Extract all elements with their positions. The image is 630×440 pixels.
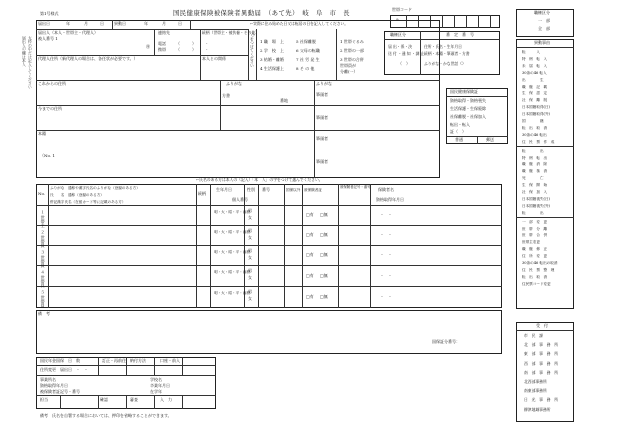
sex-male[interactable]: 男 — [248, 208, 252, 213]
sidebar-reason-item[interactable]: 転 出 — [522, 210, 544, 215]
record-code-number: 9 — [396, 17, 399, 22]
sidebar-reason-item[interactable]: 特 例 転 出 — [522, 155, 548, 160]
check-no[interactable]: □無 — [320, 212, 328, 217]
insurance-card-footer-2: 郵送 — [486, 137, 494, 142]
relation-label: 本人との関係 — [202, 56, 226, 61]
check-yes-4[interactable]: □有 — [306, 273, 314, 278]
sex-male-5[interactable]: 男 — [248, 289, 252, 294]
sidebar-reason-item[interactable]: 職 権 修 正 — [522, 247, 548, 252]
reason-item-5[interactable]: 5 社保離脱 — [296, 39, 316, 44]
furigana-label: ふりがな — [226, 81, 242, 86]
household-head-label: 筆頭者 — [316, 92, 328, 97]
row-label-5: ５ 世帯員 — [40, 290, 46, 308]
sidebar-receipt-item[interactable]: 南 部 事 務 所 — [524, 369, 559, 375]
table-note: ←氏名のある方は本人の（記入）「本 人」の字をつけて選んでください。 — [196, 177, 323, 182]
furigana-label-2: ふりがな — [316, 81, 332, 86]
new-address-label: これからの住所 — [38, 81, 66, 86]
bottom-school: 学校名 — [150, 377, 162, 382]
sidebar-top-2[interactable]: 全 部 — [538, 26, 550, 31]
bottom-footer-2: 確認 — [100, 397, 108, 402]
month-label-2: 月 — [162, 21, 166, 26]
sex-female-2[interactable]: 女 — [248, 235, 252, 240]
col-sex: 性別 — [247, 187, 255, 192]
seal-mark: ㊞ — [146, 44, 150, 49]
insurance-card-footer-1: 普通 — [455, 137, 463, 142]
remarks-label: 備 考 — [38, 311, 50, 316]
scope-item-4[interactable]: 世帯員が — [340, 63, 356, 68]
sidebar-reason-item[interactable]: 日本国籍喪失(日) — [522, 196, 550, 201]
col-kanji: 併記漢字氏名（在留カード等に記載のある方） — [50, 200, 126, 204]
bottom-header-4: 口座・前入 — [160, 358, 180, 363]
sidebar-reason-item[interactable]: 日本国籍取得(日) — [522, 105, 550, 110]
sidebar-reason-item[interactable]: 住 民 票 整 理 — [522, 267, 555, 272]
era-options-5[interactable]: 明・大・昭・平・西暦 — [214, 291, 250, 295]
sidebar-receipt-item[interactable]: 柳津地域事務所 — [524, 406, 551, 412]
era-options-4[interactable]: 明・大・昭・平・西暦 — [214, 270, 250, 274]
sidebar-receipt-item[interactable]: 西 部 事 務 所 — [524, 360, 559, 366]
phone-label: 電話 — [158, 41, 166, 46]
day-label: 日 — [100, 21, 104, 26]
check-no-4[interactable]: □無 — [320, 273, 328, 278]
sidebar-reason-item[interactable]: 世 帯 分 離 — [522, 226, 548, 231]
footer-note: 備考 氏名を自署する場合においては、押印を省略することができます。 — [40, 413, 172, 418]
sidebar-reason-item[interactable]: 30条の46 転出 — [522, 132, 547, 137]
sidebar-reason-item[interactable]: 転 入 — [522, 50, 540, 54]
date-dots-4: ・ ・ — [380, 273, 392, 278]
submit-date-label: 届出日 — [38, 21, 50, 26]
official-row-5: ふりがな・かな世話（） — [424, 61, 466, 66]
remarks-sign: 国保証分番号： — [432, 339, 460, 344]
scope-item-2[interactable]: 2 世帯の一部 — [340, 48, 364, 53]
insurance-card-row-2: 生活保護・生保廃除 — [450, 106, 486, 111]
insurance-card-row-4: 転出・転入 — [450, 122, 470, 127]
sidebar-top-title: 職権区分 — [534, 10, 550, 15]
official-row-1b: 送 付 ・通 知 ・調 止 — [388, 51, 425, 56]
date-note: ←実際に住み始めた日又は転居の日を記入してください。 — [250, 21, 349, 26]
reason-item-1[interactable]: 1 職 場 上 — [260, 39, 284, 44]
sidebar-receipt-item[interactable]: 北 部 事 務 所 — [524, 342, 559, 348]
col-insurer-id: 被保険者記号・番号 — [340, 185, 371, 189]
check-yes[interactable]: □有 — [306, 212, 314, 217]
sidebar-reason-item[interactable]: 日本国籍取得(外) — [522, 112, 550, 117]
record-code-label: 世帯コード — [392, 7, 412, 12]
applicant-name-label: 届出人（本人・世帯主・代理人） — [38, 30, 98, 35]
sidebar-reason-item[interactable]: 日本国籍喪失(外) — [522, 203, 550, 208]
household-head-label-2: 筆頭者 — [316, 115, 328, 120]
current-address-label: 今までの住所 — [38, 106, 62, 111]
honseki-label: 本籍 — [38, 131, 46, 136]
household-head-label-4: 筆頭者 — [316, 159, 328, 164]
reason-item-7[interactable]: 7 社 労 発 生 — [296, 57, 320, 62]
official-row-3: 住所・氏名・生年月日 — [424, 44, 462, 49]
era-options[interactable]: 明・大・昭・平・西暦 — [214, 210, 250, 214]
official-header-left: 職権区分 — [390, 32, 406, 37]
date-dots-2: ・ ・ — [380, 232, 392, 237]
household-head-label-3: 筆頭者 — [316, 136, 328, 141]
bottom-footer-4: 入 力 — [160, 397, 172, 402]
col-birthdate: 生年月日 — [216, 187, 232, 192]
date-dots-3: ・ ・ — [380, 252, 392, 257]
check-yes-3[interactable]: □有 — [306, 252, 314, 257]
mobile-label: 携帯 — [158, 47, 166, 52]
proxy-label: 代理人住所（新代理人の場合は、各任状が必要です。） — [38, 56, 138, 61]
era-options-2[interactable]: 明・大・昭・平・西暦 — [214, 230, 250, 234]
scope-item-3[interactable]: 3 世帯の合併 — [340, 57, 364, 62]
sidebar-receipt-item[interactable]: 市 民 課 — [524, 333, 543, 338]
official-row-2: （ ） — [398, 61, 410, 66]
insurance-card-row-5: 証（ ） — [450, 129, 466, 134]
col-individual: 個人番号 — [232, 197, 248, 202]
sidebar-receipt-item[interactable]: 北西部事務所 — [524, 379, 547, 384]
bottom-header-2: 訂正・再前住 — [102, 358, 126, 363]
bottom-header-3: 納付方法 — [130, 358, 146, 363]
side-note-left: 太枠の中だけ記入してください — [28, 36, 34, 90]
insurance-card-row-3: 社保離脱・社保加入 — [450, 114, 486, 119]
col-insurance-check: 被保険者証 — [304, 188, 322, 192]
scope-item-1[interactable]: 1 世帯ぐるみ — [340, 39, 364, 44]
sex-female[interactable]: 女 — [248, 215, 252, 220]
col-relation: 続柄 — [198, 191, 206, 196]
area-suffix: 番地 — [280, 98, 288, 103]
sidebar-reason-title: 異動事由 — [534, 40, 550, 45]
sex-female-3[interactable]: 女 — [248, 255, 252, 260]
contact-label: 連絡先 — [158, 30, 170, 35]
relation-header: 続柄（世帯主・被扶養・その他） — [202, 30, 259, 35]
page-title: 国民健康保険被保険者異動届 （あて先） 岐 阜 市 長 — [173, 9, 350, 17]
sub-number: （No. 1 — [40, 153, 55, 158]
sidebar-reason-item[interactable]: 職 権 記 載 — [522, 84, 548, 89]
official-header-right: 番 定 番 号 — [446, 32, 474, 37]
sidebar-reason-item[interactable]: 30条の46 転入 — [522, 70, 547, 75]
col-furigana: ふりがな 通称や漢字氏名のふりがな（登録のある方） — [50, 186, 140, 190]
sidebar-reason-item[interactable]: 死 亡 — [522, 176, 544, 181]
official-row-4: 続柄・本籍・筆頭者・方書 — [424, 51, 470, 56]
year-label-2: 年 — [144, 21, 148, 26]
check-yes-5[interactable]: □有 — [306, 294, 314, 299]
check-no-2[interactable]: □無 — [320, 232, 328, 237]
check-yes-2[interactable]: □有 — [306, 232, 314, 237]
applicant-name-sub: 被人番号 1 — [38, 36, 58, 41]
sidebar-reason-item[interactable]: 世帯主変更 — [522, 240, 540, 245]
sidebar-reason-item[interactable]: 国 籍 — [522, 119, 544, 123]
row-label-3: ３ 世帯員 — [40, 250, 46, 268]
row-label-4: ４ 世帯員 — [40, 270, 46, 288]
col-number: 番号 — [262, 187, 270, 192]
sidebar-reason-item[interactable]: 住 民 票 作 成 — [522, 139, 555, 144]
month-label: 月 — [84, 21, 88, 26]
col-no: No. — [38, 191, 46, 196]
bottom-row-3b: 資格取得年月日 — [40, 383, 68, 388]
bottom-row-3: 事業所名 — [40, 377, 56, 382]
bottom-row-3c: 被保険者証記号・番号 — [40, 389, 80, 394]
insurance-card-row-1: 資格取得・資格喪失 — [450, 98, 486, 103]
sidebar-reason-item[interactable]: 生 保 開 始 — [522, 183, 548, 188]
sidebar-reason-item[interactable]: 世 帯 合 併 — [522, 233, 548, 238]
sidebar-reason-item[interactable]: 一 部 変 更 — [522, 219, 548, 224]
sidebar-reason-item[interactable]: 社 保 加 入 — [522, 190, 548, 194]
sidebar-reason-item[interactable]: 特 例 転 入 — [522, 56, 548, 61]
sex-female-5[interactable]: 女 — [248, 296, 252, 301]
bottom-footer-3: 審査 — [130, 397, 138, 402]
sidebar-reason-item[interactable]: 生 保 認 定 — [522, 91, 548, 96]
date-dots-5: ・ ・ — [380, 294, 392, 299]
sex-male-3[interactable]: 男 — [248, 248, 252, 253]
bottom-year: 在学年 — [150, 389, 162, 394]
col-other-insurance: 国保以外 — [286, 188, 301, 192]
mobile-field[interactable]: （ ） - — [176, 47, 208, 52]
era-options-3[interactable]: 明・大・昭・平・西暦 — [214, 250, 250, 254]
scope-item-5[interactable]: 分離(一） — [340, 69, 358, 74]
phone-field[interactable]: （ ） - — [176, 41, 208, 46]
year-label: 年 — [66, 21, 70, 26]
sidebar-receipt-item[interactable]: 東 部 事 務 所 — [524, 351, 559, 357]
sidebar-reason-item[interactable]: 未 届 転 入 — [522, 63, 548, 68]
sidebar-receipt-item[interactable]: 南東部事務所 — [524, 388, 547, 394]
reason-item-3[interactable]: 3 結婚・離婚 — [260, 57, 284, 62]
change-date-label: 異動日 — [114, 21, 126, 26]
form-number: 第1号様式 — [40, 11, 59, 16]
sidebar-receipt-item[interactable]: 日 光 事 務 所 — [524, 397, 559, 403]
area-label: 方書 — [222, 93, 230, 98]
sex-male-2[interactable]: 男 — [248, 228, 252, 233]
sidebar-reason-item[interactable]: 転 出 — [522, 148, 544, 153]
reason-item-4[interactable]: 4 生活保護上 — [260, 66, 284, 71]
col-insurer-name: 保険者名 — [378, 187, 394, 192]
check-no-5[interactable]: □無 — [320, 294, 328, 299]
day-label-2: 日 — [178, 21, 182, 26]
sidebar-top-1[interactable]: 一 部 — [538, 18, 550, 23]
applicant-section — [36, 17, 440, 178]
side-note-left-2: 届出人の欄は本人 — [22, 36, 28, 67]
sidebar-reason-item[interactable]: 30条の46 転出の取消 — [522, 261, 558, 265]
bottom-row-2: 住所変更 届出日 ・ ・ — [40, 367, 88, 372]
sidebar-reason-item[interactable]: 出 生 — [522, 77, 544, 82]
sidebar-reason-item[interactable]: 職 権 抹 消 — [522, 169, 548, 174]
sex-male-4[interactable]: 男 — [248, 268, 252, 273]
reason-item-8[interactable]: 8 そ の 他 — [296, 66, 315, 71]
reason-header: ○をつけてください — [250, 32, 256, 68]
row-label-2: ２ 世帯員 — [40, 230, 46, 248]
date-dots: ・ ・ — [380, 212, 392, 217]
sidebar-reason-item[interactable]: 転 出 取 消 — [522, 274, 548, 279]
bottom-header-1: 国民年金国保 日 数 — [40, 358, 80, 363]
reason-item-6[interactable]: 6 父母の転職 — [296, 48, 320, 53]
reason-item-2[interactable]: 2 学 校 上 — [260, 48, 284, 53]
check-no-3[interactable]: □無 — [320, 252, 328, 257]
col-acquire-date: 資格取得年月日 — [376, 197, 404, 202]
sidebar-reason-item[interactable]: 職 権 消 除 — [522, 162, 548, 167]
col-name: 氏 名 通称（登録のある方） — [50, 193, 104, 197]
sidebar-reason-item[interactable]: 住民票コード変更 — [522, 281, 551, 286]
sidebar-receipt-title: 受 付 — [536, 323, 548, 328]
insurance-card-title: 国民健康保険証 — [450, 89, 478, 94]
sex-female-4[interactable]: 女 — [248, 275, 252, 280]
row-label-1: １ 世帯主 — [40, 210, 46, 228]
sidebar-reason-item[interactable]: 住 所 変 更 — [522, 254, 548, 259]
sidebar-reason-item[interactable]: 社 保 離 脱 — [522, 98, 548, 103]
bottom-grad: 卒業年月日 — [150, 383, 170, 388]
bottom-footer-1: 担当 — [40, 397, 48, 402]
official-row-1: 届 出・係・決 — [388, 44, 412, 49]
remarks-box — [36, 310, 502, 354]
sidebar-reason-item[interactable]: 転 出 取 消 — [522, 125, 548, 130]
